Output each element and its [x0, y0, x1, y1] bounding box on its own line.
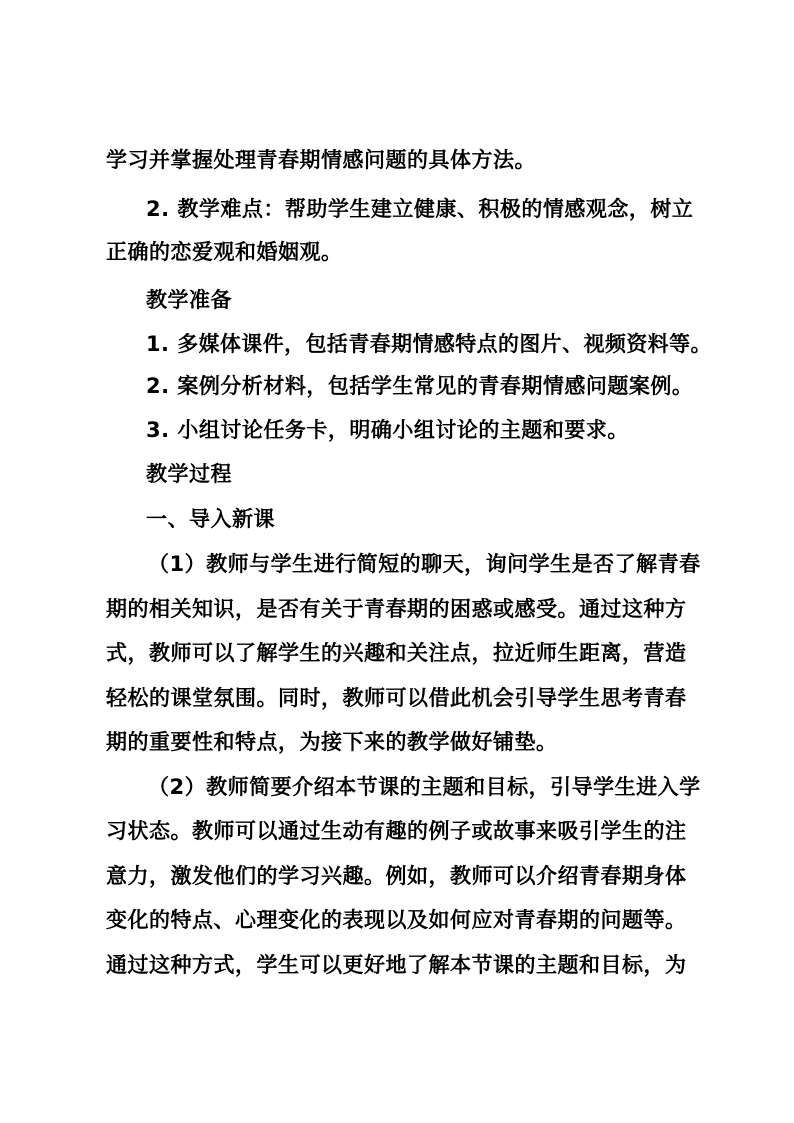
text-line: 期的重要性和特点，为接下来的教学做好铺垫。	[106, 730, 558, 754]
text-line: 3. 小组讨论任务卡，明确小组讨论的主题和要求。	[146, 418, 629, 442]
text-line: 通过这种方式，学生可以更好地了解本节课的主题和目标，为	[106, 953, 687, 977]
text-line: （1）教师与学生进行简短的聊天，询问学生是否了解青春	[148, 552, 701, 576]
text-line: 式，教师可以了解学生的兴趣和关注点，拉近师生距离，营造	[106, 641, 687, 665]
text-line: 习状态。教师可以通过生动有趣的例子或故事来吸引学生的注	[106, 819, 687, 843]
text-line: 学习并掌握处理青春期情感问题的具体方法。	[106, 148, 536, 172]
section-heading: 一、导入新课	[146, 507, 275, 531]
text-line: 2. 案例分析材料，包括学生常见的青春期情感问题案例。	[146, 374, 694, 398]
text-line: 正确的恋爱观和婚姻观。	[106, 240, 343, 264]
section-heading: 教学准备	[146, 288, 232, 312]
text-line: 意力，激发他们的学习兴趣。例如，教师可以介绍青春期身体	[106, 864, 687, 888]
text-line: 期的相关知识，是否有关于青春期的困惑或感受。通过这种方	[106, 597, 687, 621]
text-line: （2）教师简要介绍本节课的主题和目标，引导学生进入学	[148, 775, 701, 799]
text-line: 轻松的课堂氛围。同时，教师可以借此机会引导学生思考青春	[106, 686, 687, 710]
text-line: 1. 多媒体课件，包括青春期情感特点的图片、视频资料等。	[146, 332, 712, 356]
text-line: 变化的特点、心理变化的表现以及如何应对青春期的问题等。	[106, 908, 687, 932]
section-heading: 教学过程	[146, 462, 232, 486]
text-line: 2. 教学难点：帮助学生建立健康、积极的情感观念，树立	[146, 197, 694, 221]
